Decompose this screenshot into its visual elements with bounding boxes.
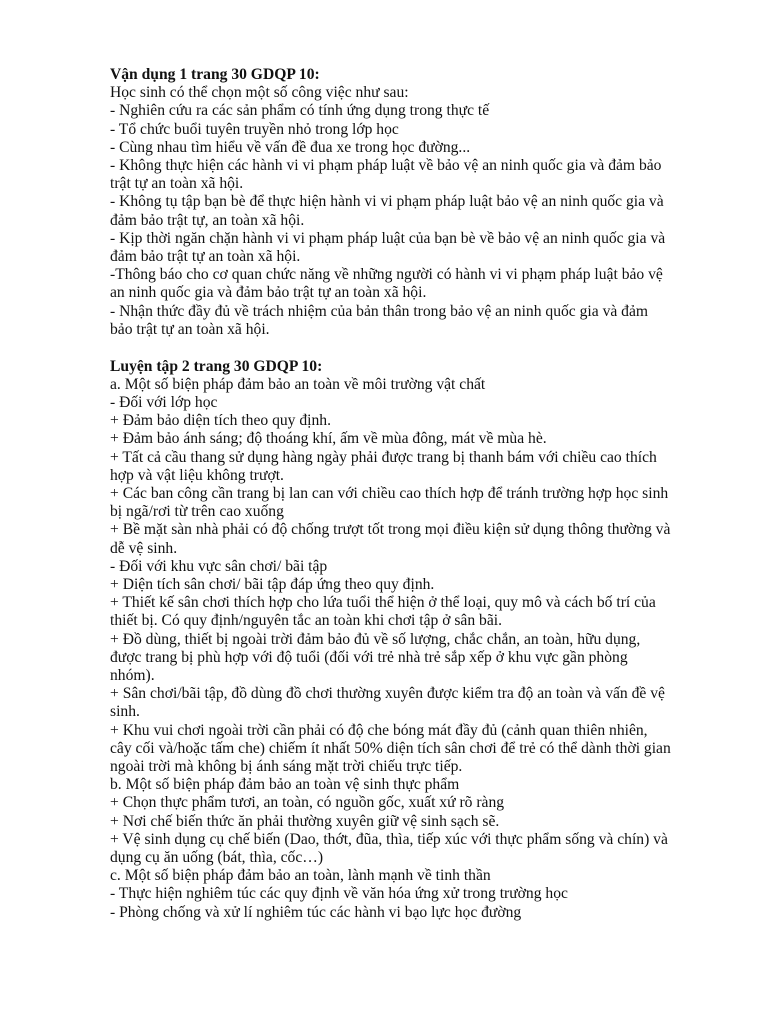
text-line: - Nghiên cứu ra các sản phẩm có tính ứng dụng trong thực tế [110,102,490,120]
text-line: c. Một số biện pháp đảm bảo an toàn, lành mạnh về tinh thần [110,867,491,885]
text-line: + Thiết kế sân chơi thích hợp cho lứa tuổi thể hiện ở thể loại, quy mô và cách bố trí của [110,594,656,612]
section-1-body [110,84,725,339]
text-line: + Nơi chế biến thức ăn phải thường xuyên giữ vệ sinh sạch sẽ. [110,812,500,830]
text-line: đảm bảo trật tự an toàn xã hội. [110,248,301,266]
text-line: + Khu vui chơi ngoài trời cần phải có độ che bóng mát đầy đủ (cảnh quan thiên nhiên, [110,721,648,739]
text-line: - Cùng nhau tìm hiểu về vấn đề đua xe trong học đường... [110,138,471,156]
text-line: dễ vệ sinh. [110,539,178,557]
text-line: thiết bị. Có quy định/nguyên tắc an toàn khi chơi tập ở sân bãi. [110,612,502,630]
text-line: - Đối với khu vực sân chơi/ bãi tập [110,557,328,575]
text-line: - Không thực hiện các hành vi vi phạm pháp luật về bảo vệ an ninh quốc gia và đảm bảo [110,157,662,175]
text-line: -Thông báo cho cơ quan chức năng về những người có hành vi vi phạm pháp luật bảo vệ [110,266,663,284]
text-line: cây cối và/hoặc tấm che) chiếm ít nhất 50% diện tích sân chơi để trẻ có thể dành thời gian [110,739,671,757]
text-line: bảo trật tự an toàn xã hội. [110,320,270,338]
text-line: - Đối với lớp học [110,393,218,411]
text-line: + Bề mặt sàn nhà phải có độ chống trượt tốt trong mọi điều kiện sử dụng thông thường và [110,521,671,539]
section-1-title: Vận dụng 1 trang 30 GDQP 10: [110,66,320,83]
text-line: - Không tụ tập bạn bè để thực hiện hành vi vi phạm pháp luật bảo vệ an ninh quốc gia và [110,193,664,211]
text-line: + Sân chơi/bãi tập, đồ dùng đồ chơi thường xuyên được kiểm tra độ an toàn và vấn đề vệ [110,685,665,703]
text-line: + Đảm bảo diện tích theo quy định. [110,412,332,430]
text-line: ngoài trời mà không bị ánh sáng mặt trời chiếu trực tiếp. [110,758,463,776]
text-line: đảm bảo trật tự, an toàn xã hội. [110,211,305,229]
document-page [110,66,725,922]
text-line: - Nhận thức đầy đủ về trách nhiệm của bản thân trong bảo vệ an ninh quốc gia và đảm [110,302,649,320]
text-line: hợp và vật liệu không trượt. [110,466,284,484]
text-line: - Phòng chống và xử lí nghiêm túc các hành vi bạo lực học đường [110,903,522,921]
text-line: b. Một số biện pháp đảm bảo an toàn vệ sinh thực phẩm [110,776,460,794]
text-line: - Thực hiện nghiêm túc các quy định về văn hóa ứng xử trong trường học [110,885,568,903]
section-spacer [110,339,725,358]
text-line: sinh. [110,703,140,721]
text-line: nhóm). [110,667,155,684]
text-line: + Diện tích sân chơi/ bãi tập đáp ứng theo quy định. [110,575,435,593]
text-line: a. Một số biện pháp đảm bảo an toàn về môi trường vật chất [110,375,486,393]
text-line: an ninh quốc gia và đảm bảo trật tự an toàn xã hội. [110,284,427,302]
text-line: - Tổ chức buổi tuyên truyền nhỏ trong lớp học [110,120,399,138]
text-line: + Chọn thực phẩm tươi, an toàn, có nguồn gốc, xuất xứ rõ ràng [110,794,505,812]
text-line: + Vệ sinh dụng cụ chế biến (Dao, thớt, đũa, thìa, tiếp xúc với thực phẩm sống và chín) và [110,830,668,848]
text-line: bị ngã/rơi từ trên cao xuống [110,503,284,521]
text-line: Học sinh có thể chọn một số công việc như sau: [110,84,409,102]
section-2-title: Luyện tập 2 trang 30 GDQP 10: [110,357,323,375]
text-line: + Đồ dùng, thiết bị ngoài trời đảm bảo đủ về số lượng, chắc chắn, an toàn, hữu dụng, [110,630,641,648]
text-line: dụng cụ ăn uống (bát, thìa, cốc…) [110,849,324,867]
section-2-body [110,376,725,922]
text-line: trật tự an toàn xã hội. [110,175,244,193]
text-line: + Các ban công cần trang bị lan can với chiều cao thích hợp để tránh trường hợp học sinh [110,484,669,502]
text-line: + Tất cả cầu thang sử dụng hàng ngày phải được trang bị thanh bám với chiều cao thích [110,448,657,466]
text-line: + Đảm bảo ánh sáng; độ thoáng khí, ấm về mùa đông, mát về mùa hè. [110,430,547,448]
text-line: được trang bị phù hợp với độ tuổi (đối với trẻ nhà trẻ sắp xếp ở khu vực gần phòng [110,648,628,666]
text-line: - Kịp thời ngăn chặn hành vi vi phạm pháp luật của bạn bè về bảo vệ an ninh quốc gia và [110,229,666,247]
